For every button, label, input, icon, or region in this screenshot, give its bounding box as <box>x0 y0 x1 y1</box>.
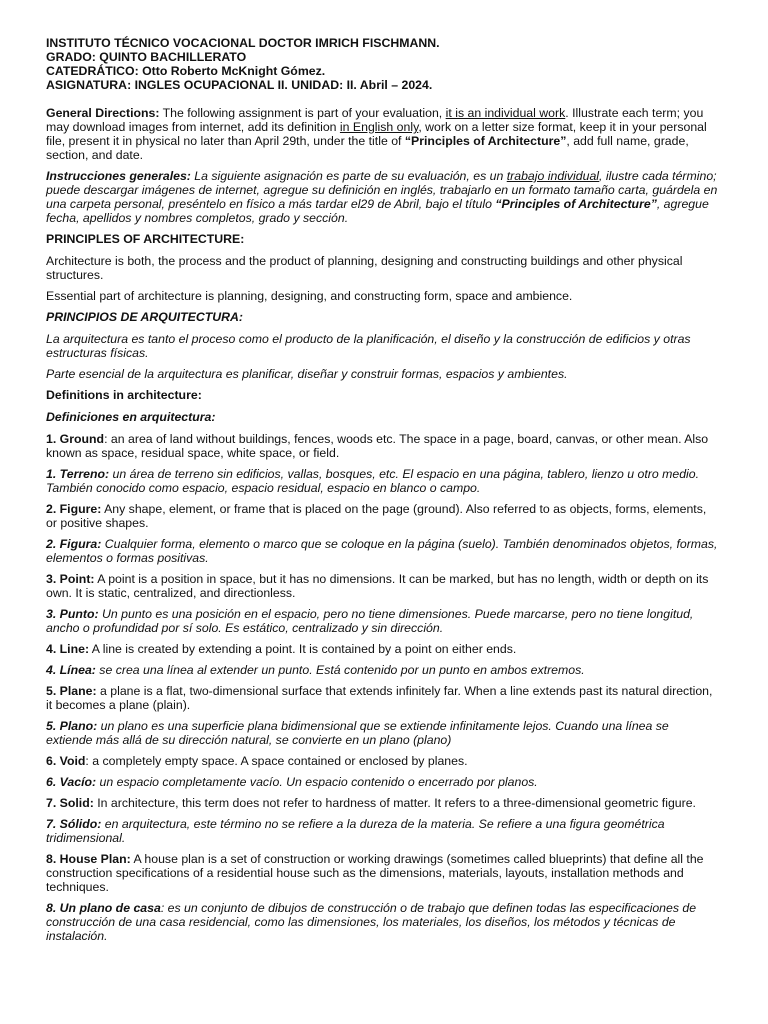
definition-en: 8. House Plan: A house plan is a set of construction or working drawings (sometimes called blueprints) that define all the construction specifications of a residential house such as the dimensions, materials, layouts, installation methods and techniques. <box>46 852 704 894</box>
definition-en: 6. Void: a completely empty space. A space contained or enclosed by planes. <box>46 754 468 768</box>
term-en: 7. Solid: <box>46 796 94 810</box>
term-es: 8. Un plano de casa <box>46 901 161 915</box>
definitions-heading-en: Definitions in architecture: <box>46 388 202 402</box>
header-institution: INSTITUTO TÉCNICO VOCACIONAL DOCTOR IMRICH FISCHMANN. <box>46 36 440 50</box>
term-es: 7. Sólido: <box>46 817 102 831</box>
assignment-title-en: “Principles of Architecture” <box>404 134 567 148</box>
definition-es: 4. Línea: se crea una línea al extender un punto. Está contenido por un punto en ambos extremos. <box>46 663 585 677</box>
english-only-underline: in English only <box>339 120 419 134</box>
header-subject: ASIGNATURA: INGLES OCUPACIONAL II. UNIDAD: II. Abril – 2024. <box>46 78 433 92</box>
definition-es: 2. Figura: Cualquier forma, elemento o marco que se coloque en la página (suelo). También denominados objetos, formas, elementos o formas positivas. <box>46 537 718 565</box>
definition-es: 8. Un plano de casa: es un conjunto de dibujos de construcción o de trabajo que definen todas las especificaciones de construcción de una casa residencial, como las dimensiones, los materiales, los diseños, los métodos y técnicas de instalación. <box>46 901 697 943</box>
term-en: 5. Plane: <box>46 684 97 698</box>
general-directions-label: General Directions: <box>46 106 160 120</box>
term-es: 4. Línea: <box>46 663 96 677</box>
definition-en: 4. Line: A line is created by extending a point. It is contained by a point on either ends. <box>46 642 517 656</box>
term-es: 2. Figura: <box>46 537 102 551</box>
trabajo-individual-underline: trabajo individual <box>506 169 600 183</box>
definition-es: 7. Sólido: en arquitectura, este término no se refiere a la dureza de la materia. Se refiere a una figura geométrica tridimensional. <box>46 817 665 845</box>
principles-heading-en: PRINCIPLES OF ARCHITECTURE: <box>46 232 245 246</box>
principles-paragraph-2-en: Essential part of architecture is planning, designing, and constructing form, space and ambience. <box>46 289 573 303</box>
term-en: 2. Figure: <box>46 502 102 516</box>
instrucciones-label: Instrucciones generales: <box>46 169 191 183</box>
term-es: 3. Punto: <box>46 607 99 621</box>
definition-es: 5. Plano: un plano es una superficie plana bidimensional que se extiende infinitamente lejos. Cuando una línea se extiende más allá de su dirección natural, se convierte en un plano (plano) <box>46 719 669 747</box>
principles-paragraph-2-es: Parte esencial de la arquitectura es planificar, diseñar y construir formas, espacios y ambientes. <box>46 367 568 381</box>
definition-en: 7. Solid: In architecture, this term does not refer to hardness of matter. It refers to a three-dimensional geometric figure. <box>46 796 696 810</box>
definition-es: 6. Vacío: un espacio completamente vacío. Un espacio contenido o encerrado por planos. <box>46 775 538 789</box>
principles-paragraph-1-en: Architecture is both, the process and the product of planning, designing and constructing buildings and other physical structures. <box>46 254 683 282</box>
term-en: 6. Void <box>46 754 86 768</box>
general-directions-es: Instrucciones generales: La siguiente asignación es parte de su evaluación, es un trabajo individual, ilustre cada término; puede descargar imágenes de internet, agregue su definición en inglés, trabajarlo en un formato tamaño carta, guárdela en una carpeta personal, preséntelo en físico a más tardar el29 de Abril, bajo el título “Principles of Architecture”, agregue fecha, apellidos y nombres completos, grado y sección. <box>46 169 718 225</box>
term-en: 1. Ground <box>46 432 105 446</box>
definition-en: 3. Point: A point is a position in space, but it has no dimensions. It can be marked, but has no length, width or depth on its own. It is static, centralized, and directionless. <box>46 572 709 600</box>
principles-paragraph-1-es: La arquitectura es tanto el proceso como el producto de la planificación, el diseño y la construcción de edificios y otras estructuras físicas. <box>46 332 691 360</box>
definition-en: 1. Ground: an area of land without buildings, fences, woods etc. The space in a page, board, canvas, or other mean. Also known as space, residual space, white space, or field. <box>46 432 709 460</box>
term-es: 6. Vacío: <box>46 775 97 789</box>
term-es: 5. Plano: <box>46 719 98 733</box>
principles-heading-es: PRINCIPIOS DE ARQUITECTURA: <box>46 310 243 324</box>
assignment-title-es: “Principles of Architecture” <box>495 197 657 211</box>
term-en: 8. House Plan: <box>46 852 131 866</box>
header-teacher: CATEDRÁTICO: Otto Roberto McKnight Gómez. <box>46 64 326 78</box>
definition-en: 2. Figure: Any shape, element, or frame that is placed on the page (ground). Also referred to as objects, forms, elements, or positive shapes. <box>46 502 707 530</box>
definition-es: 1. Terreno: un área de terreno sin edificios, vallas, bosques, etc. El espacio en una página, tablero, lienzo u otro medio. También conocido como espacio, espacio residual, espacio en blanco o campo. <box>46 467 700 495</box>
definition-en: 5. Plane: a plane is a flat, two-dimensional surface that extends infinitely far. When a line extends past its natural direction, it becomes a plane (plain). <box>46 684 713 712</box>
document-header <box>46 36 718 92</box>
term-es: 1. Terreno: <box>46 467 110 481</box>
term-en: 4. Line: <box>46 642 90 656</box>
individual-work-underline: it is an individual work <box>445 106 566 120</box>
definition-es: 3. Punto: Un punto es una posición en el espacio, pero no tiene dimensiones. Puede marcarse, pero no tiene longitud, ancho o profundidad por sí solo. Es estático, centralizado y sin dirección. <box>46 607 694 635</box>
term-en: 3. Point: <box>46 572 95 586</box>
general-directions-en: General Directions: The following assignment is part of your evaluation, it is an individual work. Illustrate each term; you may download images from internet, add its definition in English only, work on a letter size format, keep it in your personal file, present it in physical no later than April 29th, under the title of “Principles of Architecture”, add full name, grade, section, and date. <box>46 106 707 162</box>
definitions-heading-es: Definiciones en arquitectura: <box>46 410 216 424</box>
header-grade: GRADO: QUINTO BACHILLERATO <box>46 50 247 64</box>
